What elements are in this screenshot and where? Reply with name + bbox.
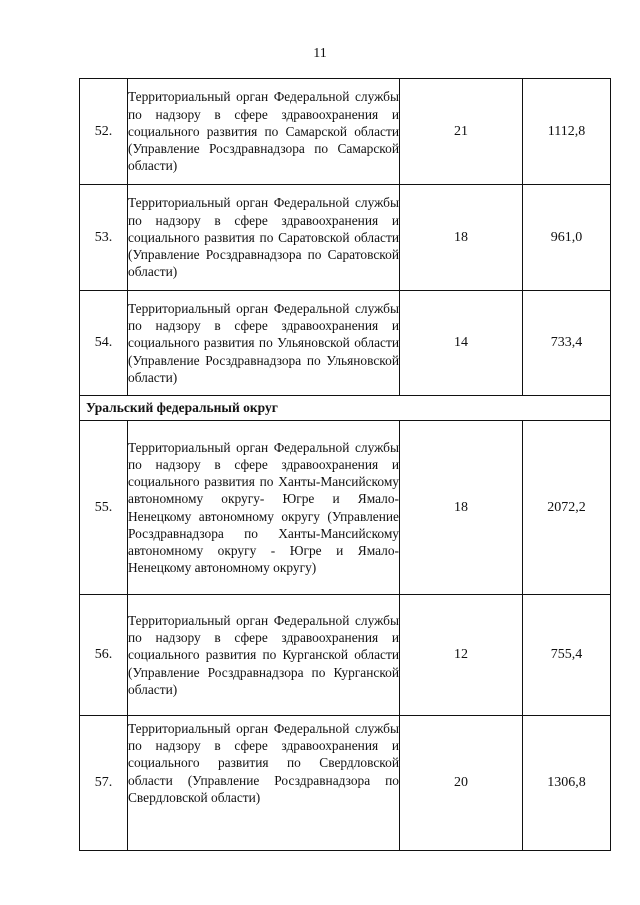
table-row [80, 716, 611, 851]
row-number: 56. [80, 595, 128, 716]
staff-count: 18 [400, 185, 523, 291]
fund-amount: 1306,8 [523, 716, 611, 851]
fund-amount: 2072,2 [523, 421, 611, 595]
table-row [80, 291, 611, 396]
region-heading: Уральский федеральный округ [80, 396, 611, 421]
staff-count: 14 [400, 291, 523, 396]
row-number: 57. [80, 716, 128, 851]
table-row [80, 79, 611, 185]
row-number: 54. [80, 291, 128, 396]
fund-amount: 961,0 [523, 185, 611, 291]
table-row [80, 595, 611, 716]
fund-amount: 1112,8 [523, 79, 611, 185]
organization-name: Территориальный орган Федеральной службы по надзору в сфере здравоохранения и социального развития по Курганской области (Управление Росздравнадзора по Курганской области) [128, 595, 400, 716]
organization-name: Территориальный орган Федеральной службы по надзору в сфере здравоохранения и социального развития по Свердловской области (Управление Росздравнадзора по Свердловской области) [128, 716, 400, 851]
fund-amount: 755,4 [523, 595, 611, 716]
table-row [80, 185, 611, 291]
staff-count: 20 [400, 716, 523, 851]
organization-name: Территориальный орган Федеральной службы по надзору в сфере здравоохранения и социального развития по Ханты-Мансийскому автономному округу- Югре и Ямало-Ненецкому автономному округу (Управление Росздравнадзора по Ханты-Мансийскому автономному округу - Югре и Ямало-Ненецкому автономному округу) [128, 421, 400, 595]
staff-count: 12 [400, 595, 523, 716]
row-number: 55. [80, 421, 128, 595]
staff-count: 21 [400, 79, 523, 185]
region-heading-row [80, 396, 611, 421]
row-number: 53. [80, 185, 128, 291]
organization-name: Территориальный орган Федеральной службы по надзору в сфере здравоохранения и социального развития по Самарской области (Управление Росздравнадзора по Самарской области) [128, 79, 400, 185]
organization-name: Территориальный орган Федеральной службы по надзору в сфере здравоохранения и социального развития по Ульяновской области (Управление Росздравнадзора по Ульяновской области) [128, 291, 400, 396]
fund-amount: 733,4 [523, 291, 611, 396]
organization-name: Территориальный орган Федеральной службы по надзору в сфере здравоохранения и социального развития по Саратовской области (Управление Росздравнадзора по Саратовской области) [128, 185, 400, 291]
table-row [80, 421, 611, 595]
organizations-table [79, 78, 611, 851]
staff-count: 18 [400, 421, 523, 595]
page-number: 11 [313, 46, 327, 61]
row-number: 52. [80, 79, 128, 185]
